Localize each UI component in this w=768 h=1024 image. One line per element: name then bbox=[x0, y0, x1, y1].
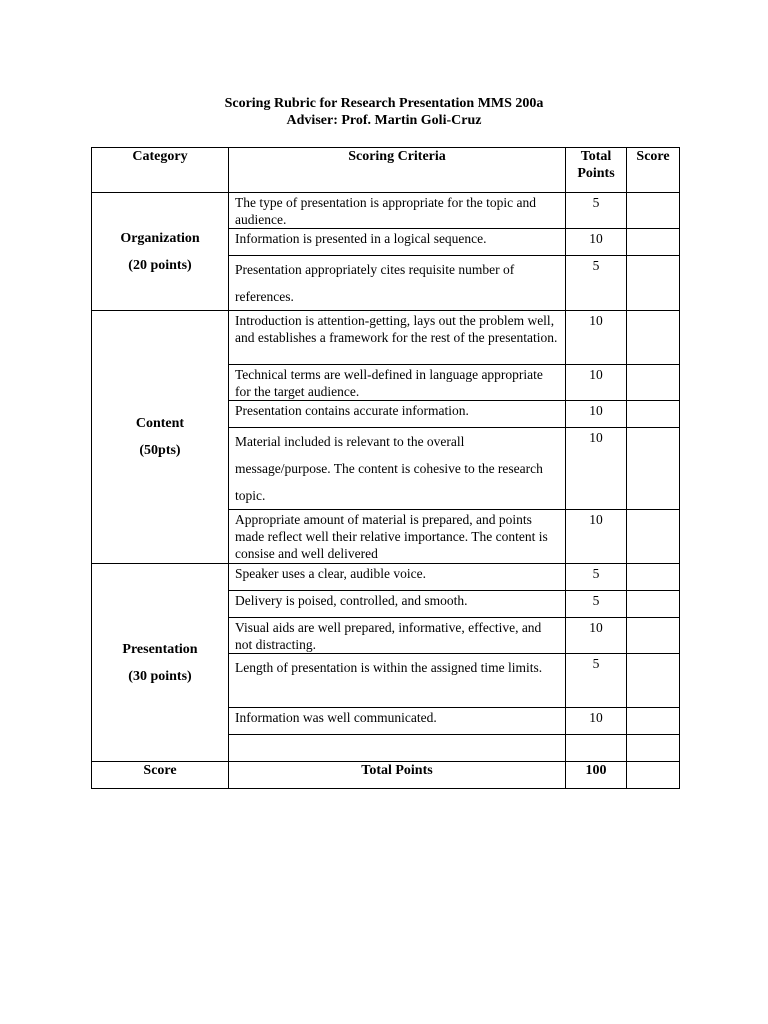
category-points: (20 points) bbox=[128, 257, 192, 273]
score-cell[interactable] bbox=[627, 564, 680, 591]
table-footer-row bbox=[92, 762, 680, 789]
footer-total-value: 100 bbox=[566, 762, 627, 789]
criteria-cell: Information was well communicated. bbox=[229, 708, 566, 735]
score-cell[interactable] bbox=[627, 510, 680, 564]
table-row bbox=[92, 564, 680, 591]
criteria-cell: Delivery is poised, controlled, and smooth. bbox=[229, 591, 566, 618]
title-line-1: Scoring Rubric for Research Presentation MMS 200a bbox=[224, 96, 544, 111]
footer-score-label: Score bbox=[92, 762, 229, 789]
category-points: (50pts) bbox=[139, 443, 181, 458]
score-cell[interactable] bbox=[627, 229, 680, 256]
criteria-cell: Material included is relevant to the overall message/purpose. The content is cohesive to the research topic. bbox=[229, 428, 566, 510]
category-content bbox=[92, 311, 229, 564]
score-cell[interactable] bbox=[627, 618, 680, 654]
footer-total-label: Total Points bbox=[229, 762, 566, 789]
category-name: Organization bbox=[120, 230, 200, 246]
score-cell[interactable] bbox=[627, 654, 680, 708]
criteria-cell bbox=[229, 735, 566, 762]
points-cell: 5 bbox=[566, 256, 627, 311]
points-cell: 5 bbox=[566, 193, 627, 229]
table-header-row bbox=[92, 148, 680, 193]
category-name: Content bbox=[135, 416, 185, 431]
footer-score-cell[interactable] bbox=[627, 762, 680, 789]
criteria-cell: Visual aids are well prepared, informative, effective, and not distracting. bbox=[229, 618, 566, 654]
category-presentation bbox=[92, 564, 229, 762]
score-cell[interactable] bbox=[627, 591, 680, 618]
table-row bbox=[92, 193, 680, 229]
points-cell: 10 bbox=[566, 708, 627, 735]
score-cell[interactable] bbox=[627, 708, 680, 735]
points-cell: 10 bbox=[566, 311, 627, 365]
score-cell[interactable] bbox=[627, 256, 680, 311]
score-cell[interactable] bbox=[627, 193, 680, 229]
points-cell: 10 bbox=[566, 401, 627, 428]
rubric-table bbox=[91, 147, 680, 789]
score-cell[interactable] bbox=[627, 311, 680, 365]
points-cell: 5 bbox=[566, 591, 627, 618]
criteria-cell: Presentation contains accurate information. bbox=[229, 401, 566, 428]
header-total-points-line1: Total bbox=[580, 149, 612, 164]
criteria-cell: Introduction is attention-getting, lays out the problem well, and establishes a framework for the rest of the presentation. bbox=[229, 311, 566, 365]
category-points: (30 points) bbox=[128, 668, 192, 684]
category-name: Presentation bbox=[122, 641, 198, 657]
score-cell[interactable] bbox=[627, 735, 680, 762]
header-total-points-line2: Points bbox=[577, 166, 615, 181]
criteria-cell: Length of presentation is within the assigned time limits. bbox=[229, 654, 566, 708]
score-cell[interactable] bbox=[627, 365, 680, 401]
title-line-2: Adviser: Prof. Martin Goli-Cruz bbox=[286, 113, 482, 128]
points-cell: 10 bbox=[566, 510, 627, 564]
header-category: Category bbox=[92, 148, 229, 193]
points-cell: 10 bbox=[566, 428, 627, 510]
points-cell: 5 bbox=[566, 654, 627, 708]
points-cell bbox=[566, 735, 627, 762]
header-criteria: Scoring Criteria bbox=[229, 148, 566, 193]
points-cell: 10 bbox=[566, 229, 627, 256]
criteria-cell: Appropriate amount of material is prepared, and points made reflect well their relative importance. The content is consise and well delivered bbox=[229, 510, 566, 564]
criteria-cell: The type of presentation is appropriate for the topic and audience. bbox=[229, 193, 566, 229]
points-cell: 10 bbox=[566, 618, 627, 654]
criteria-cell: Speaker uses a clear, audible voice. bbox=[229, 564, 566, 591]
score-cell[interactable] bbox=[627, 401, 680, 428]
category-organization bbox=[92, 193, 229, 311]
header-score: Score bbox=[627, 148, 680, 193]
criteria-cell: Information is presented in a logical sequence. bbox=[229, 229, 566, 256]
criteria-cell: Technical terms are well-defined in language appropriate for the target audience. bbox=[229, 365, 566, 401]
criteria-cell: Presentation appropriately cites requisite number of references. bbox=[229, 256, 566, 311]
score-cell[interactable] bbox=[627, 428, 680, 510]
table-row bbox=[92, 311, 680, 365]
header-total-points bbox=[566, 148, 627, 193]
document-title bbox=[0, 95, 768, 129]
points-cell: 10 bbox=[566, 365, 627, 401]
points-cell: 5 bbox=[566, 564, 627, 591]
